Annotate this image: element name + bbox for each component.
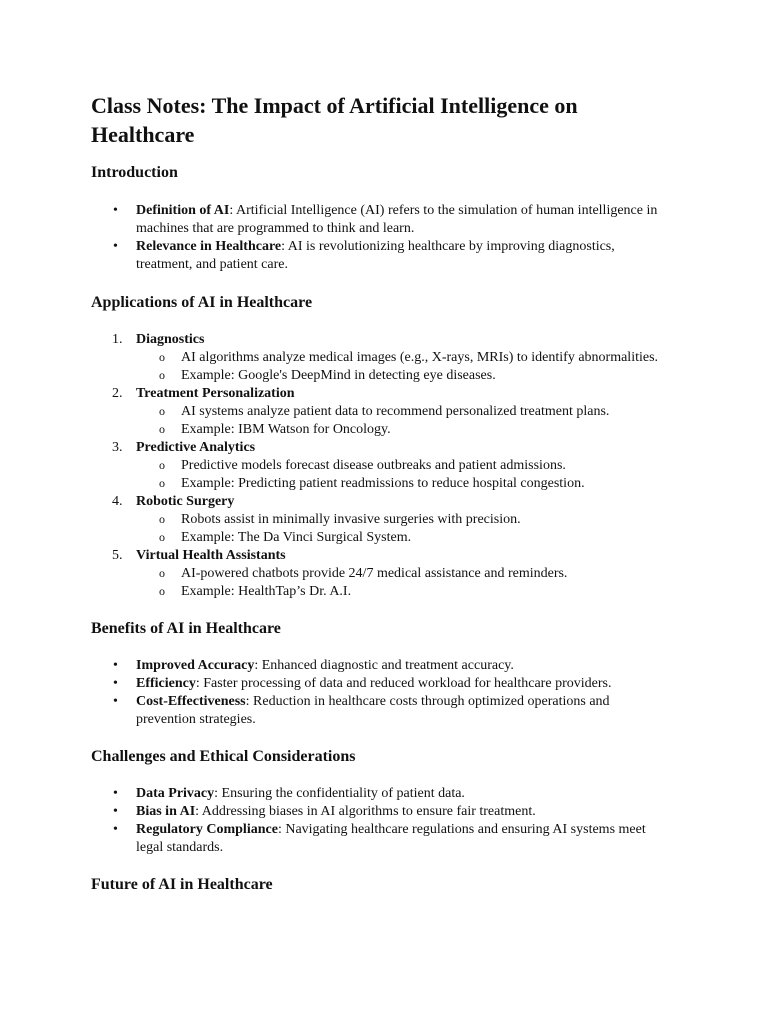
list-item: [91, 803, 671, 821]
item-number: 3.: [112, 440, 123, 455]
section-heading-applications: Applications of AI in Healthcare: [91, 294, 313, 311]
item-number: 2.: [112, 386, 123, 401]
document-page: [91, 91, 671, 895]
list-item-term: Definition of AI: [136, 203, 230, 218]
list-item: [91, 785, 671, 803]
list-item-term: Improved Accuracy: [136, 658, 255, 673]
list-item-term: Data Privacy: [136, 786, 215, 801]
list-item: [91, 821, 671, 857]
application-item: [91, 493, 671, 547]
list-item-text: : Faster processing of data and reduced workload for healthcare providers.: [195, 676, 612, 691]
list-item-term: Bias in AI: [136, 804, 196, 819]
benefits-list: [91, 657, 671, 729]
sub-item: o Predictive models forecast disease outbreaks and patient admissions.: [136, 457, 671, 475]
list-item-text: : Addressing biases in AI algorithms to ensure fair treatment.: [195, 804, 536, 819]
list-item-text: : Enhanced diagnostic and treatment accuracy.: [254, 658, 514, 673]
introduction-list: [91, 202, 671, 274]
list-item-term: Relevance in Healthcare: [136, 239, 282, 254]
list-item: [91, 675, 671, 693]
list-item-term: Cost-Effectiveness: [136, 694, 246, 709]
sub-item: o Example: HealthTap’s Dr. A.I.: [136, 583, 671, 601]
list-item-text: : Artificial Intelligence (AI) refers to the simulation of human intelligence in machines that are programmed to think and learn.: [136, 203, 658, 236]
application-title: Virtual Health Assistants: [136, 548, 286, 563]
sub-list: [136, 511, 671, 547]
sub-item: o Example: Google's DeepMind in detecting eye diseases.: [136, 367, 671, 385]
sub-list: [136, 457, 671, 493]
item-number: 4.: [112, 494, 123, 509]
sub-item: o Example: IBM Watson for Oncology.: [136, 421, 671, 439]
sub-item: o Robots assist in minimally invasive surgeries with precision.: [136, 511, 671, 529]
application-title: Predictive Analytics: [136, 440, 256, 455]
sub-item: o AI-powered chatbots provide 24/7 medical assistance and reminders.: [136, 565, 671, 583]
sub-item: o Example: The Da Vinci Surgical System.: [136, 529, 671, 547]
sub-list: [136, 403, 671, 439]
applications-list: [91, 331, 671, 601]
sub-item: o AI algorithms analyze medical images (e.g., X-rays, MRIs) to identify abnormalities.: [136, 349, 671, 367]
section-heading-future: Future of AI in Healthcare: [91, 876, 273, 893]
list-item-text: : Reduction in healthcare costs through optimized operations and prevention strategies.: [136, 694, 610, 727]
list-item: [91, 238, 671, 274]
application-title: Robotic Surgery: [136, 494, 235, 509]
application-title: Treatment Personalization: [136, 386, 295, 401]
list-item: [91, 693, 671, 729]
sub-list: [136, 349, 671, 385]
list-item-term: Regulatory Compliance: [136, 822, 278, 837]
item-number: 1.: [112, 332, 123, 347]
application-item: [91, 331, 671, 385]
section-heading-introduction: Introduction: [91, 164, 178, 181]
section-heading-benefits: Benefits of AI in Healthcare: [91, 620, 281, 637]
sub-list: [136, 565, 671, 601]
challenges-list: [91, 785, 671, 857]
list-item-term: Efficiency: [136, 676, 196, 691]
application-item: [91, 439, 671, 493]
section-heading-challenges: Challenges and Ethical Considerations: [91, 748, 356, 765]
list-item: [91, 657, 671, 675]
application-item: [91, 385, 671, 439]
sub-item: o AI systems analyze patient data to recommend personalized treatment plans.: [136, 403, 671, 421]
document-title: Class Notes: The Impact of Artificial Intelligence on Healthcare: [91, 93, 578, 147]
list-item-text: : Navigating healthcare regulations and ensuring AI systems meet legal standards.: [136, 822, 646, 855]
list-item-text: : AI is revolutionizing healthcare by improving diagnostics, treatment, and patient care.: [136, 239, 615, 272]
sub-item: o Example: Predicting patient readmissions to reduce hospital congestion.: [136, 475, 671, 493]
item-number: 5.: [112, 548, 123, 563]
application-item: [91, 547, 671, 601]
list-item: [91, 202, 671, 238]
application-title: Diagnostics: [136, 332, 205, 347]
list-item-text: : Ensuring the confidentiality of patient data.: [214, 786, 465, 801]
